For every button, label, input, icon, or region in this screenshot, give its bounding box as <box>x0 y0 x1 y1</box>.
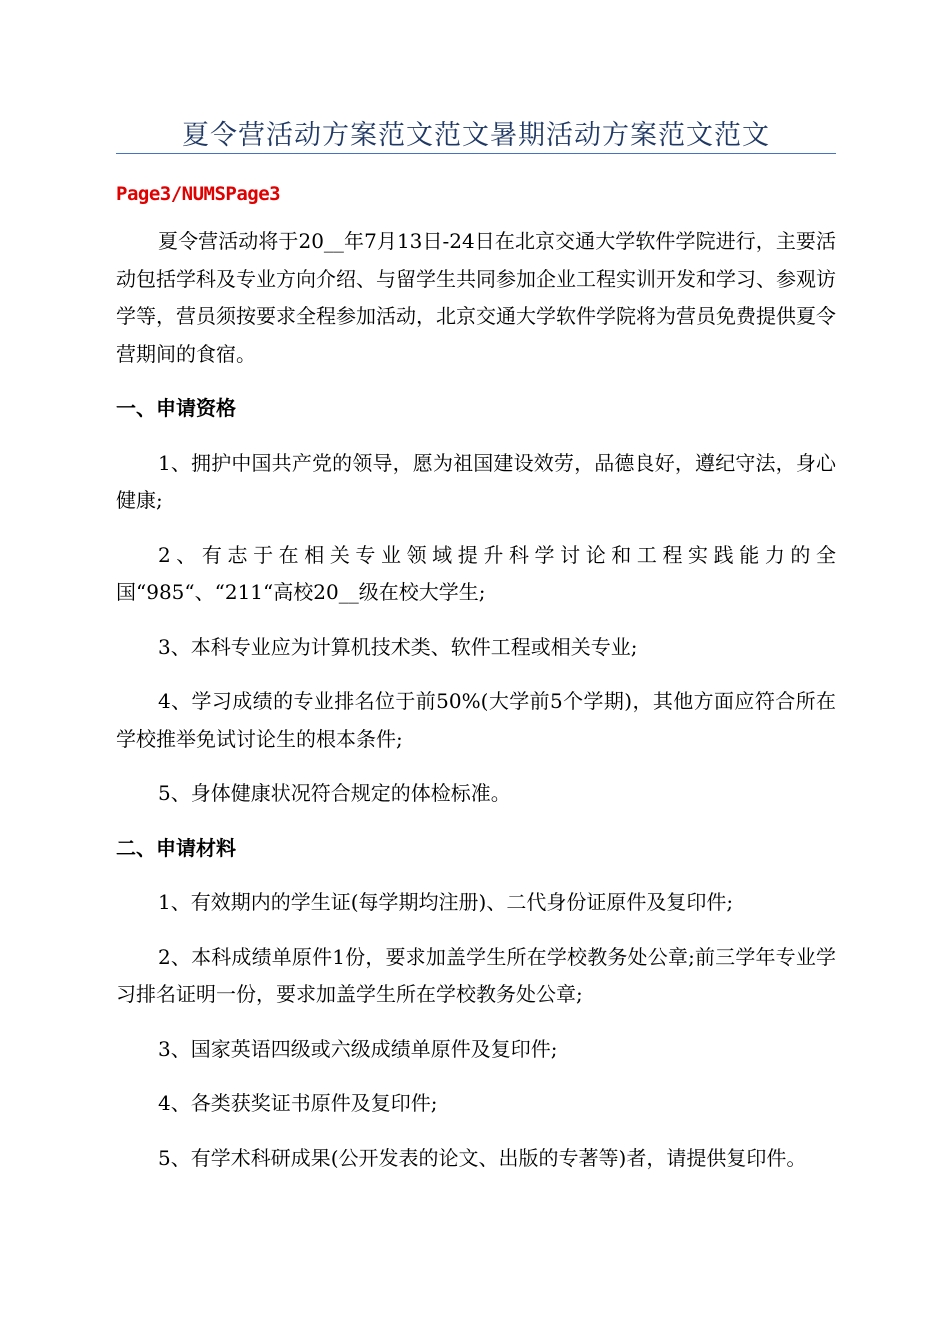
materials-item: 3、国家英语四级或六级成绩单原件及复印件; <box>158 1036 558 1061</box>
section-heading-materials: 二、申请材料 <box>116 835 236 860</box>
eligibility-item: 1、拥护中国共产党的领导，愿为祖国建设效劳，品德良好，遵纪守法，身心健康; <box>116 450 836 512</box>
eligibility-item: 5、身体健康状况符合规定的体检标准。 <box>158 781 511 805</box>
eligibility-item: 4、学习成绩的专业排名位于前50%(大学前5个学期)，其他方面应符合所在学校推举免试讨论生的根本条件; <box>116 689 836 751</box>
materials-item: 4、各类获奖证书原件及复印件; <box>158 1091 438 1115</box>
eligibility-item: 2、有志于在相关专业领域提升科学讨论和工程实践能力的全国“985“、“211“高校20__级在校大学生; <box>116 542 836 604</box>
materials-item: 2、本科成绩单原件1份，要求加盖学生所在学校教务处公章;前三学年专业学习排名证明一份，要求加盖学生所在学校教务处公章; <box>116 944 836 1006</box>
document-body <box>116 223 836 1194</box>
intro-paragraph: 夏令营活动将于20__年7月13日-24日在北京交通大学软件学院进行，主要活动包括学科及专业方向介绍、与留学生共同参加企业工程实训开发和学习、参观访学等，营员须按要求全程参加活动，北京交通大学软件学院将为营员免费提供夏令营期间的食宿。 <box>116 229 836 366</box>
materials-item: 5、有学术科研成果(公开发表的论文、出版的专著等)者，请提供复印件。 <box>158 1145 807 1170</box>
materials-item: 1、有效期内的学生证(每学期均注册)、二代身份证原件及复印件; <box>158 890 734 914</box>
title-underline <box>116 153 836 154</box>
section-heading-eligibility: 一、申请资格 <box>116 396 236 420</box>
eligibility-item: 3、本科专业应为计算机技术类、软件工程或相关专业; <box>158 634 638 659</box>
document-title: 夏令营活动方案范文范文暑期活动方案范文范文 <box>182 120 770 151</box>
page-marker: Page3/NUMSPage3 <box>116 183 281 205</box>
